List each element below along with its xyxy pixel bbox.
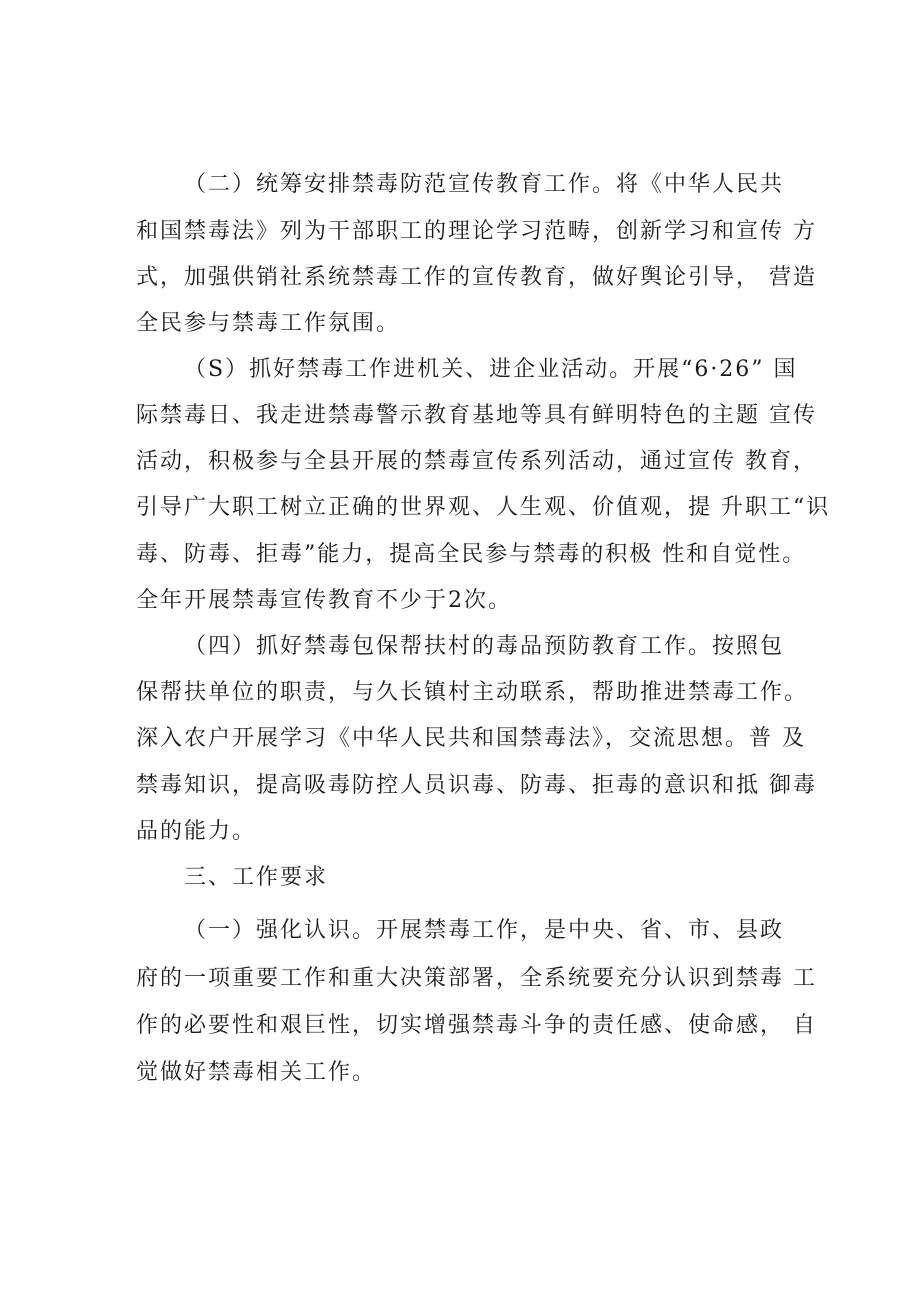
paragraph-2-line-2: 和国禁毒法》列为干部职工的理论学习范畴，创新学习和宣传 方 [136, 219, 817, 244]
paragraph-5-line-4: 觉做好禁毒相关工作。 [136, 1060, 377, 1085]
paragraph-3-line-6: 全年开展禁毒宣传教育不少于2次。 [136, 588, 512, 613]
paragraph-4-line-4: 禁毒知识，提高吸毒防控人员识毒、防毒、拒毒的意识和抵 御毒 [136, 773, 817, 798]
paragraph-4-line-1: （四）抓好禁毒包保帮扶村的毒品预防教育工作。按照包 [184, 634, 785, 659]
paragraph-3-line-4: 引导广大职工树立正确的世界观、人生观、价值观，提 升职工“识 [136, 495, 831, 520]
paragraph-3-line-5: 毒、防毒、拒毒”能力，提高全民参与禁毒的积极 性和自觉性。 [136, 542, 807, 567]
section-heading-work-requirements: 三、工作要求 [184, 865, 329, 890]
paragraph-5-line-1: （一）强化认识。开展禁毒工作，是中央、省、市、县政 [184, 918, 785, 943]
paragraph-3-line-1: （S）抓好禁毒工作进机关、进企业活动。开展“6·26” 国 [184, 357, 798, 382]
paragraph-4-line-2: 保帮扶单位的职责，与久长镇村主动联系，帮助推进禁毒工作。 [136, 680, 809, 705]
paragraph-4-line-3: 深入农户开展学习《中华人民共和国禁毒法》，交流思想。普 及 [136, 726, 806, 751]
paragraph-2-line-4: 全民参与禁毒工作氛围。 [136, 311, 401, 336]
paragraph-3-line-3: 活动，积极参与全县开展的禁毒宣传系列活动，通过宣传 教育， [136, 449, 817, 474]
paragraph-5-line-2: 府的一项重要工作和重大决策部署，全系统要充分认识到禁毒 工 [136, 966, 817, 991]
paragraph-2-line-1: （二）统筹安排禁毒防范宣传教育工作。将《中华人民共 [184, 172, 785, 197]
paragraph-3-line-2: 际禁毒日、我走进禁毒警示教育基地等具有鲜明特色的主题 宣传 [136, 403, 817, 428]
paragraph-4-line-5: 品的能力。 [136, 819, 257, 844]
paragraph-5-line-3: 作的必要性和艰巨性，切实增强禁毒斗争的责任感、使命感， 自 [136, 1013, 817, 1038]
paragraph-2-line-3: 式，加强供销社系统禁毒工作的宣传教育，做好舆论引导， 营造 [136, 265, 817, 290]
